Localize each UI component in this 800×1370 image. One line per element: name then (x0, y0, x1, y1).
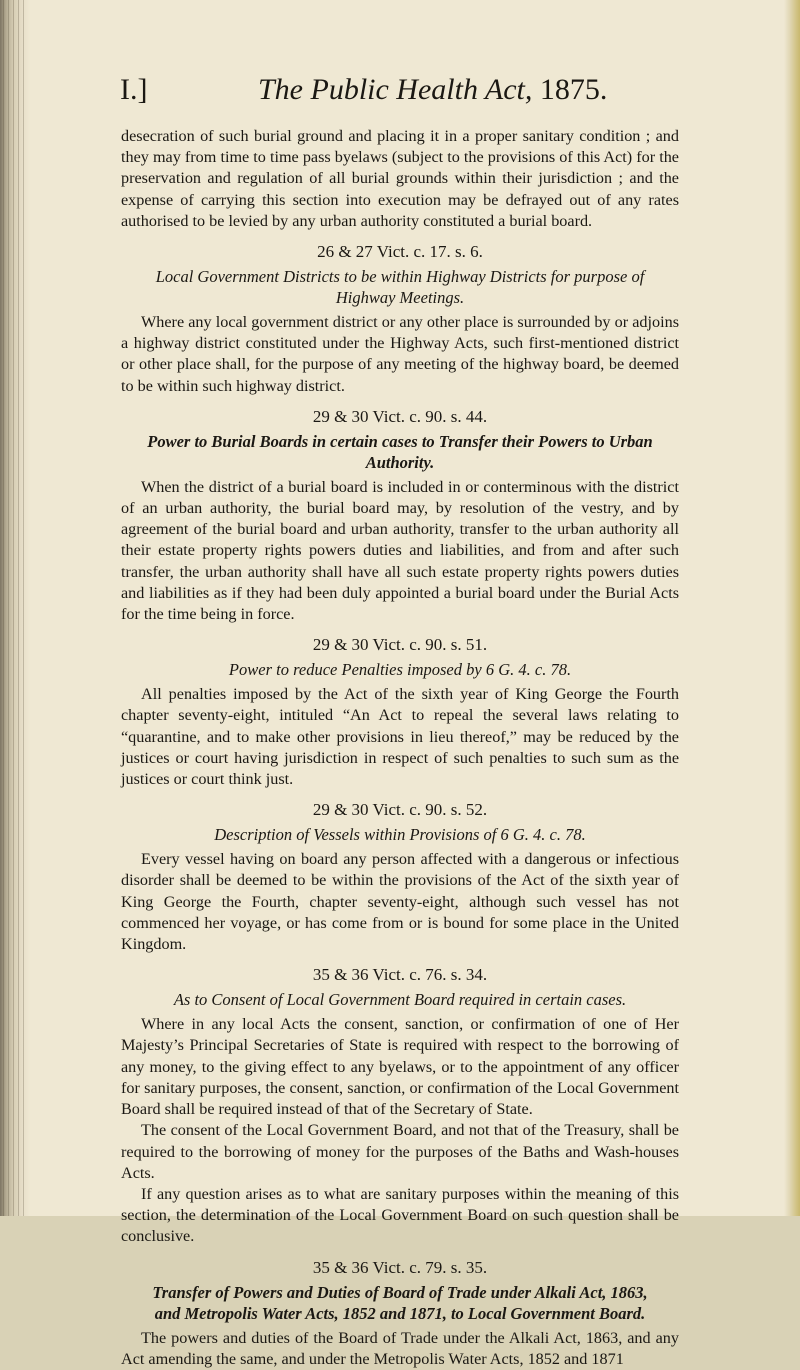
book-spine-shadow (0, 0, 30, 1216)
statute-citation: 26 & 27 Vict. c. 17. s. 6. (317, 242, 483, 262)
section-heading: As to Consent of Local Government Board required in certain cases. (173, 990, 627, 1010)
title-year: 1875. (539, 73, 608, 106)
section-heading: Transfer of Powers and Duties of Board of Trade under Alkali Act, 1863, and Metropolis Water Acts, 1852 and 1871, to Local Government Board. (152, 1282, 648, 1323)
section-heading: Power to Burial Boards in certain cases to Transfer their Powers to Urban Authority. (147, 431, 653, 472)
paragraph: The consent of the Local Government Board, and not that of the Treasury, shall be required to the borrowing of money for the purposes of the Baths and Wash-houses Acts. (121, 1121, 679, 1182)
statute-citation: 35 & 36 Vict. c. 76. s. 34. (312, 965, 488, 985)
section-heading: Power to reduce Penalties imposed by 6 G. 4. c. 78. (228, 660, 572, 680)
page-edge (784, 0, 800, 1216)
paragraph: The powers and duties of the Board of Trade under the Alkali Act, 1863, and any Act amending the same, and under the Metropolis Water Acts, 1852 and 1871 (121, 1328, 679, 1368)
running-header (120, 70, 680, 110)
section-heading: Local Government Districts to be within Highway Districts for purpose of Highway Meetings. (155, 267, 645, 308)
section-heading: Description of Vessels within Provisions of 6 G. 4. c. 78. (214, 825, 586, 845)
paragraph: When the district of a burial board is included in or conterminous with the district of an urban authority, the burial board may, by resolution of the vestry, and by agreement of the burial board and urban authority, transfer to the urban authority all their estate property rights powers duties and liabilities, and from and after such transfer, the urban authority shall have all such estate property rights powers duties and liabilities as if they had been duly appointed a burial board under the Burial Acts for the time being in force. (121, 477, 679, 624)
section-number: I.] (120, 73, 148, 106)
statute-citation: 29 & 30 Vict. c. 90. s. 44. (312, 406, 488, 426)
paragraph: Every vessel having on board any person affected with a dangerous or infectious disorder shall be deemed to be within the provisions of the Act of the sixth year of King George the Fourth, chapter seventy-eight, although such vessel has not commenced her voyage, or has come from or is bound for some place in the United Kingdom. (121, 850, 679, 954)
paragraph: All penalties imposed by the Act of the sixth year of King George the Fourth chapter seventy-eight, intituled “An Act to repeal the several laws relating to “quarantine, and to make other provisions in lieu thereof,” may be reduced by the justices or court having jurisdiction in respect of such penalties to such sum as the justices or court think just. (121, 685, 679, 789)
body-text (121, 126, 679, 1370)
statute-citation: 35 & 36 Vict. c. 79. s. 35. (312, 1257, 488, 1277)
paragraph: Where any local government district or any other place is surrounded by or adjoins a highway district constituted under the Highway Acts, such first-mentioned district or other place shall, for the purpose of any meeting of the highway board, be deemed to be within such highway district. (121, 313, 679, 395)
paragraph: If any question arises as to what are sanitary purposes within the meaning of this section, the determination of the Local Government Board on such question shall be conclusive. (121, 1184, 679, 1246)
paragraph: desecration of such burial ground and placing it in a proper sanitary condition ; and they may from time to time pass byelaws (subject to the provisions of this Act) for the preservation and regulation of all burial grounds within their jurisdiction ; and the expense of carrying this section into execution may be defrayed out of any rates authorised to be levied by any urban authority constituted a burial board. (121, 127, 679, 230)
statute-citation: 29 & 30 Vict. c. 90. s. 51. (312, 635, 488, 655)
paragraph: Where in any local Acts the consent, sanction, or confirmation of one of Her Majesty’s Principal Secretaries of State is required with respect to the borrowing of any money, to the giving effect to any byelaws, or to the appointment of any officer for sanitary purposes, the consent, sanction, or confirmation of the Local Government Board shall be required instead of that of the Secretary of State. (121, 1015, 679, 1119)
page-title: The Public Health Act, 1875. (258, 73, 608, 106)
statute-citation: 29 & 30 Vict. c. 90. s. 52. (312, 800, 488, 820)
